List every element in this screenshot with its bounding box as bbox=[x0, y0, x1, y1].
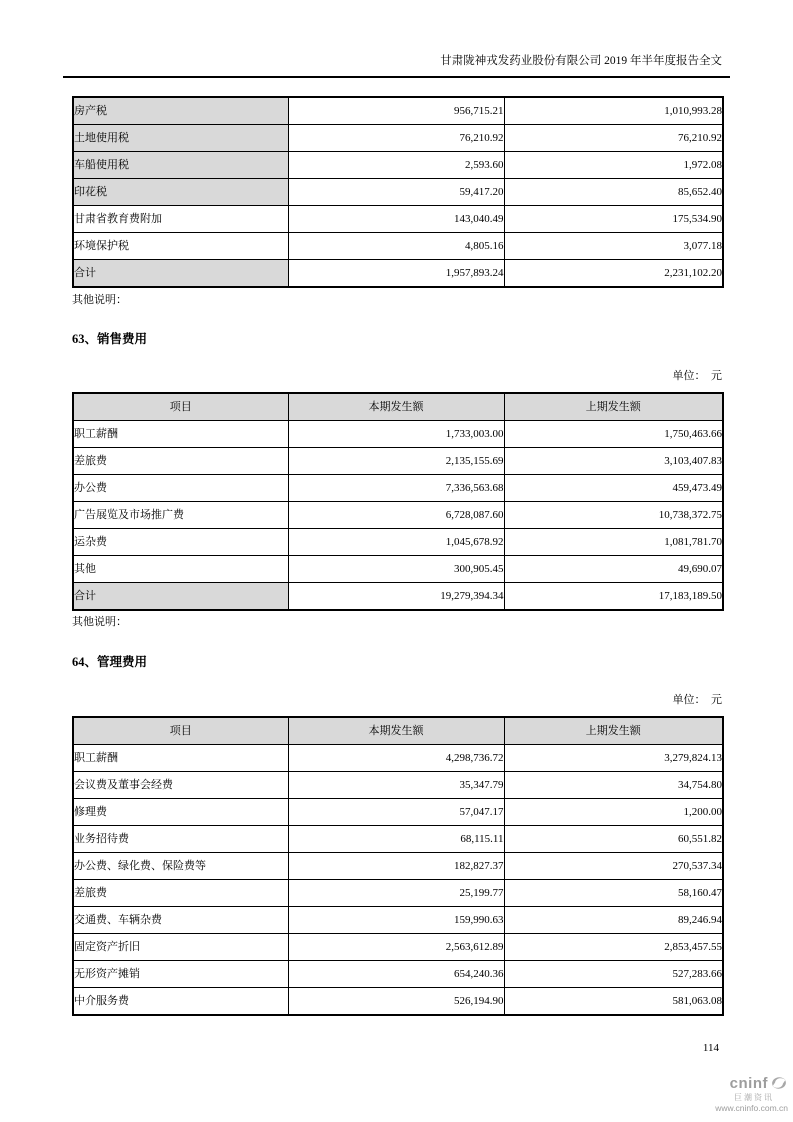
current-amount-cell: 57,047.17 bbox=[288, 799, 504, 826]
table-row bbox=[73, 529, 723, 556]
section-heading-selling-expenses: 63、销售费用 bbox=[72, 332, 148, 346]
current-amount-cell: 143,040.49 bbox=[288, 206, 504, 233]
current-amount-cell: 2,593.60 bbox=[288, 152, 504, 179]
cninfo-site-name: 巨潮资讯 bbox=[734, 1093, 774, 1102]
current-amount-cell: 956,715.21 bbox=[288, 97, 504, 125]
item-cell: 环境保护税 bbox=[73, 233, 288, 260]
table-row bbox=[73, 934, 723, 961]
item-cell: 其他 bbox=[73, 556, 288, 583]
col-header-prior: 上期发生额 bbox=[504, 717, 723, 745]
item-cell: 职工薪酬 bbox=[73, 745, 288, 772]
table-row bbox=[73, 206, 723, 233]
admin-expenses-table bbox=[72, 716, 724, 1016]
item-cell: 差旅费 bbox=[73, 448, 288, 475]
prior-amount-cell: 1,200.00 bbox=[504, 799, 723, 826]
current-amount-cell: 4,298,736.72 bbox=[288, 745, 504, 772]
table-row bbox=[73, 502, 723, 529]
prior-amount-cell: 3,103,407.83 bbox=[504, 448, 723, 475]
table-row bbox=[73, 961, 723, 988]
current-amount-cell: 19,279,394.34 bbox=[288, 583, 504, 611]
table-row bbox=[73, 97, 723, 125]
prior-amount-cell: 49,690.07 bbox=[504, 556, 723, 583]
table-row bbox=[73, 421, 723, 448]
prior-amount-cell: 2,853,457.55 bbox=[504, 934, 723, 961]
total-row bbox=[73, 583, 723, 611]
table-row bbox=[73, 556, 723, 583]
prior-amount-cell: 175,534.90 bbox=[504, 206, 723, 233]
header-divider bbox=[63, 76, 730, 78]
current-amount-cell: 76,210.92 bbox=[288, 125, 504, 152]
item-cell: 车船使用税 bbox=[73, 152, 288, 179]
table-row bbox=[73, 745, 723, 772]
table-row bbox=[73, 448, 723, 475]
selling-expenses-table bbox=[72, 392, 724, 611]
prior-amount-cell: 10,738,372.75 bbox=[504, 502, 723, 529]
item-cell: 合计 bbox=[73, 583, 288, 611]
table-row bbox=[73, 233, 723, 260]
page-number: 114 bbox=[702, 1042, 719, 1054]
prior-amount-cell: 34,754.80 bbox=[504, 772, 723, 799]
current-amount-cell: 1,045,678.92 bbox=[288, 529, 504, 556]
current-amount-cell: 59,417.20 bbox=[288, 179, 504, 206]
item-cell: 无形资产摊销 bbox=[73, 961, 288, 988]
item-cell: 合计 bbox=[73, 260, 288, 288]
current-amount-cell: 1,957,893.24 bbox=[288, 260, 504, 288]
prior-amount-cell: 58,160.47 bbox=[504, 880, 723, 907]
prior-amount-cell: 89,246.94 bbox=[504, 907, 723, 934]
current-amount-cell: 526,194.90 bbox=[288, 988, 504, 1016]
prior-amount-cell: 1,972.08 bbox=[504, 152, 723, 179]
item-cell: 甘肃省教育费附加 bbox=[73, 206, 288, 233]
col-header-prior: 上期发生额 bbox=[504, 393, 723, 421]
prior-amount-cell: 85,652.40 bbox=[504, 179, 723, 206]
item-cell: 修理费 bbox=[73, 799, 288, 826]
table-row bbox=[73, 772, 723, 799]
item-cell: 差旅费 bbox=[73, 880, 288, 907]
current-amount-cell: 1,733,003.00 bbox=[288, 421, 504, 448]
cninfo-brand: cninf bbox=[729, 1074, 768, 1092]
unit-label: 单位： 元 bbox=[672, 694, 722, 706]
cninfo-site-url: www.cninfo.com.cn bbox=[715, 1103, 788, 1113]
section-heading-admin-expenses: 64、管理费用 bbox=[72, 655, 148, 669]
table-row bbox=[73, 826, 723, 853]
cninfo-brand-row bbox=[715, 1074, 788, 1092]
prior-amount-cell: 76,210.92 bbox=[504, 125, 723, 152]
item-cell: 交通费、车辆杂费 bbox=[73, 907, 288, 934]
prior-amount-cell: 270,537.34 bbox=[504, 853, 723, 880]
current-amount-cell: 182,827.37 bbox=[288, 853, 504, 880]
prior-amount-cell: 3,279,824.13 bbox=[504, 745, 723, 772]
item-cell: 中介服务费 bbox=[73, 988, 288, 1016]
prior-amount-cell: 1,081,781.70 bbox=[504, 529, 723, 556]
table-row bbox=[73, 880, 723, 907]
prior-amount-cell: 3,077.18 bbox=[504, 233, 723, 260]
table-row bbox=[73, 179, 723, 206]
item-cell: 广告展览及市场推广费 bbox=[73, 502, 288, 529]
prior-amount-cell: 527,283.66 bbox=[504, 961, 723, 988]
item-cell: 房产税 bbox=[73, 97, 288, 125]
other-note: 其他说明： bbox=[72, 294, 127, 306]
table-row bbox=[73, 988, 723, 1016]
item-cell: 土地使用税 bbox=[73, 125, 288, 152]
total-row bbox=[73, 260, 723, 288]
current-amount-cell: 6,728,087.60 bbox=[288, 502, 504, 529]
current-amount-cell: 35,347.79 bbox=[288, 772, 504, 799]
col-header-current: 本期发生额 bbox=[288, 393, 504, 421]
item-cell: 固定资产折旧 bbox=[73, 934, 288, 961]
item-cell: 会议费及董事会经费 bbox=[73, 772, 288, 799]
current-amount-cell: 159,990.63 bbox=[288, 907, 504, 934]
table-row bbox=[73, 907, 723, 934]
current-amount-cell: 2,135,155.69 bbox=[288, 448, 504, 475]
current-amount-cell: 68,115.11 bbox=[288, 826, 504, 853]
unit-label: 单位： 元 bbox=[672, 370, 722, 382]
page-title: 甘肃陇神戎发药业股份有限公司 2019 年半年度报告全文 bbox=[440, 55, 722, 67]
item-cell: 办公费 bbox=[73, 475, 288, 502]
table-header-row bbox=[73, 393, 723, 421]
table-row bbox=[73, 475, 723, 502]
table-header-row bbox=[73, 717, 723, 745]
item-cell: 业务招待费 bbox=[73, 826, 288, 853]
table-row bbox=[73, 799, 723, 826]
prior-amount-cell: 2,231,102.20 bbox=[504, 260, 723, 288]
cninfo-swirl-icon bbox=[770, 1074, 788, 1092]
other-note: 其他说明： bbox=[72, 616, 127, 628]
current-amount-cell: 2,563,612.89 bbox=[288, 934, 504, 961]
current-amount-cell: 7,336,563.68 bbox=[288, 475, 504, 502]
col-header-current: 本期发生额 bbox=[288, 717, 504, 745]
prior-amount-cell: 1,750,463.66 bbox=[504, 421, 723, 448]
item-cell: 运杂费 bbox=[73, 529, 288, 556]
col-header-item: 项目 bbox=[73, 393, 288, 421]
item-cell: 办公费、绿化费、保险费等 bbox=[73, 853, 288, 880]
current-amount-cell: 654,240.36 bbox=[288, 961, 504, 988]
current-amount-cell: 4,805.16 bbox=[288, 233, 504, 260]
current-amount-cell: 300,905.45 bbox=[288, 556, 504, 583]
prior-amount-cell: 17,183,189.50 bbox=[504, 583, 723, 611]
prior-amount-cell: 60,551.82 bbox=[504, 826, 723, 853]
prior-amount-cell: 459,473.49 bbox=[504, 475, 723, 502]
col-header-item: 项目 bbox=[73, 717, 288, 745]
item-cell: 职工薪酬 bbox=[73, 421, 288, 448]
tax-surcharge-table bbox=[72, 96, 724, 288]
prior-amount-cell: 1,010,993.28 bbox=[504, 97, 723, 125]
item-cell: 印花税 bbox=[73, 179, 288, 206]
table-row bbox=[73, 853, 723, 880]
cninfo-logo bbox=[715, 1074, 788, 1113]
current-amount-cell: 25,199.77 bbox=[288, 880, 504, 907]
table-row bbox=[73, 125, 723, 152]
prior-amount-cell: 581,063.08 bbox=[504, 988, 723, 1016]
table-row bbox=[73, 152, 723, 179]
